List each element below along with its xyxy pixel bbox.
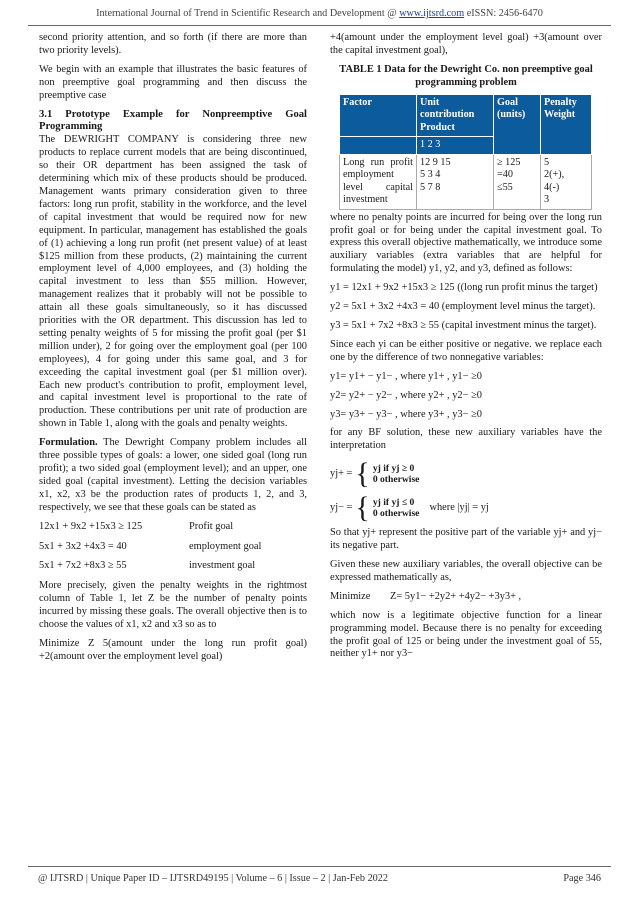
goal-label: investment goal [189, 560, 256, 572]
case: yj if yj ≤ 0 [372, 497, 415, 509]
goal-row [39, 541, 307, 554]
footer-text: @ IJTSRD | Unique Paper ID – IJTSRD49195 | Volume – 6 | Issue – 2 | Jan-Feb 2022 [38, 873, 388, 884]
equation: y2 = 5x1 + 3x2 +4x3 = 40 (employment level minus the target). [330, 301, 596, 313]
data-table [339, 94, 592, 210]
paragraph: The DEWRIGHT COMPANY is considering three new products to replace current models that are being discontinued, so their OR department has been assigned the task of determining which mix of these products should be produced. Management wants primary consideration given to three factors: long run profit, stability in the workforce, and the level of capital investment that would be required now for new equipment. In particular, management has established the goals of (1) achieving a long run profit (net present value) of at least $125 million from these products, (2) maintaining the current employment level of 4,000 employees, and (3) holding the capital investment to less than $55 million. However, management realizes that it probably will not be possible to attain all these goals simultaneously, so it has discussed priorities with the OR department. This discussion has led to setting penalty weights of 5 for missing the profit goal (per $1 million under), 2 for going over the employment goal (per 100 employees), 4 for going under this same goal, and 3 for exceeding the capital investment goal (per $1 million over). Each new product's contribution to profit, employment level, and capital investment level is proportional to the rate of production. These contributions per unit rate of production are shown in Table 1, along with the goals and penalty weights. [39, 134, 307, 430]
paragraph: for any BF solution, these new auxiliary variables have the interpretation [330, 427, 602, 452]
footer-rule [28, 866, 611, 867]
paragraph: +4(amount under the employment level goal) +3(amount over the capital investment goal), [330, 32, 602, 56]
piecewise-lhs: yj− = [330, 501, 353, 513]
goal-row [39, 521, 307, 534]
table-cell: ≥ 125 =40 ≤55 [494, 154, 541, 209]
paragraph: So that yj+ represent the positive part of the variable yj+ and yj− its negative part. [330, 527, 602, 552]
paragraph: second priority attention, and so forth (if there are more than two priority levels). [39, 32, 307, 56]
left-column [39, 32, 307, 670]
table-header: Penalty Weight [541, 94, 592, 154]
section-heading: 3.1 Prototype Example for Nonpreemptive Goal Programming [39, 108, 307, 133]
goal-equation: 12x1 + 9x2 +15x3 ≥ 125 [39, 520, 143, 532]
running-header [0, 8, 639, 19]
paragraph: We begin with an example that illustrates the basic features of non preemptive goal programming and then discuss the preemptive case [39, 63, 307, 101]
piecewise-cases [373, 497, 420, 519]
equation: y1= y1+ − y1− , where y1+ , y1− ≥0 [330, 370, 482, 382]
table-cell: 5 2(+), 4(-) 3 [541, 154, 592, 209]
table-subheader: 1 2 3 [417, 137, 494, 155]
objective [330, 591, 602, 604]
goal-label: Profit goal [189, 520, 234, 532]
table-header-empty [340, 137, 417, 155]
paragraph [39, 437, 307, 514]
formulation-text: The Dewright Company problem includes all three possible types of goals: a lower, one sided goal (long run profit); a two sided goal (employment level); and an upper, one sided goal (capital investment). Letting the decision variables x1, x2, x3 be the production rates of products 1, 2, and 3, respectively, we see that these goals can be stated as [39, 437, 307, 513]
paragraph: Since each yi can be either positive or negative. we replace each one by the difference of two nonnegative variables: [330, 338, 602, 363]
paragraph: Given these new auxiliary variables, the overall objective can be expressed mathematically as, [330, 559, 602, 583]
goal-equation: 5x1 + 3x2 +4x3 = 40 [39, 540, 127, 552]
abs-note: where |yj| = yj [429, 501, 489, 513]
piecewise-lhs: yj+ = [330, 467, 353, 479]
brace: { [355, 457, 370, 491]
minimize-label: Minimize [330, 590, 371, 602]
table-header: Factor [340, 94, 417, 137]
piecewise-definition [330, 459, 602, 489]
footer [38, 873, 601, 884]
goal-row [39, 560, 307, 573]
paragraph: Minimize Z 5(amount under the long run profit goal) +2(amount over the employment level goal) [39, 637, 307, 662]
page-number: Page 346 [563, 873, 601, 884]
paragraph: which now is a legitimate objective function for a linear programming model. Because there is no penalty for exceeding the profit goal of 125 or being under the investment goal of 55, neither y1+ nor y3− [330, 609, 602, 660]
equation: y1 = 12x1 + 9x2 +15x3 ≥ 125 ((long run profit minus the target) [330, 282, 598, 294]
header-rule [28, 25, 611, 26]
goal-equation: 5x1 + 7x2 +8x3 ≥ 55 [39, 560, 127, 572]
paragraph: More precisely, given the penalty weights in the rightmost column of Table 1, let Z be the number of penalty points incurred by missing these goals. The overall objective then is to choose the values of x1, x2 and x3 so as to [39, 580, 307, 631]
journal-link[interactable]: www.ijtsrd.com [399, 8, 465, 19]
equation: y3= y3+ − y3− , where y3+ , y3− ≥0 [330, 408, 482, 420]
piecewise-definition [330, 493, 602, 523]
table-header: Goal (units) [494, 94, 541, 154]
brace: { [355, 491, 370, 525]
case: 0 otherwise [372, 508, 420, 520]
formulation-label: Formulation. [39, 437, 98, 449]
right-column [330, 32, 602, 667]
table-cell: Long run profit employment level capital investment [340, 154, 417, 209]
table-caption: TABLE 1 Data for the Dewright Co. non preemptive goal programming problem [339, 63, 593, 88]
objective-expression: Z= 5y1− +2y2+ +4y2− +3y3+ , [390, 590, 522, 602]
case: 0 otherwise [372, 474, 420, 486]
equation: y2= y2+ − y2− , where y2+ , y2− ≥0 [330, 389, 482, 401]
header-text: International Journal of Trend in Scientific Research and Development @ [96, 8, 400, 19]
case: yj if yj ≥ 0 [372, 463, 415, 475]
paragraph: where no penalty points are incurred for being over the long run profit goal or for being under the capital investment goal. To express this overall objective mathematically, we introduce some auxiliary variables (extra variables that are helpful for formulating the model) y1, y2, and y3, defined as follows: [330, 211, 602, 275]
issn: eISSN: 2456-6470 [464, 8, 543, 19]
equation: y3 = 5x1 + 7x2 +8x3 ≥ 55 (capital investment minus the target). [330, 319, 597, 331]
table-cell: 12 9 15 5 3 4 5 7 8 [417, 154, 494, 209]
goal-label: employment goal [189, 540, 262, 552]
piecewise-cases [373, 463, 420, 485]
table-header: Unit contribution Product [417, 94, 494, 137]
